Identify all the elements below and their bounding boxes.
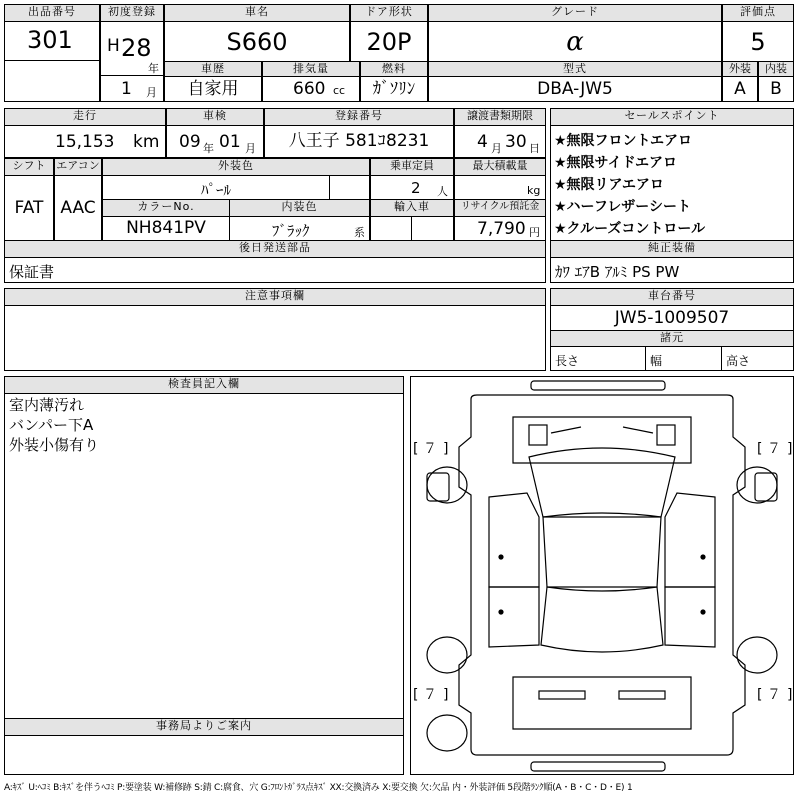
svg-text:[: [ bbox=[757, 687, 763, 703]
chassis-header: 車台番号 bbox=[550, 288, 794, 306]
svg-text:[: [ bbox=[413, 441, 419, 457]
fuel: ｶﾞｿﾘﾝ bbox=[360, 76, 428, 102]
score: 5 bbox=[722, 21, 794, 62]
door-header: ドア形状 bbox=[350, 4, 428, 22]
inspection-cell bbox=[166, 125, 264, 158]
svg-text:[: [ bbox=[757, 441, 763, 457]
int-color: ﾌﾞﾗｯｸ bbox=[272, 222, 310, 240]
sales-point: ★ハーフレザーシート bbox=[554, 199, 692, 215]
seats-cell bbox=[370, 175, 454, 200]
car-name: S660 bbox=[164, 21, 350, 62]
int-color-header: 内装色 bbox=[229, 199, 370, 217]
lot-header: 出品番号 bbox=[4, 4, 100, 22]
transfer-month: 4 bbox=[477, 132, 488, 152]
svg-text:]: ] bbox=[787, 687, 793, 703]
lot-number: 301 bbox=[27, 26, 73, 54]
seats-unit: 人 bbox=[437, 185, 448, 198]
month-unit: 月 bbox=[146, 86, 157, 99]
ac-header: エアコン bbox=[54, 158, 102, 176]
caution-header: 注意事項欄 bbox=[4, 288, 546, 306]
import-cell-b bbox=[411, 216, 454, 241]
svg-text:]: ] bbox=[443, 687, 449, 703]
exterior-grade: A bbox=[722, 76, 758, 102]
transfer-header: 譲渡書類期限 bbox=[454, 108, 546, 126]
sales-point: ★無限フロントエアロ bbox=[554, 133, 692, 149]
inspector-note: 室内薄汚れ bbox=[9, 396, 85, 414]
transfer-day-unit: 日 bbox=[529, 142, 540, 155]
grade: α bbox=[428, 21, 722, 62]
caution-area bbox=[4, 305, 546, 371]
history-header: 車歴 bbox=[164, 61, 262, 77]
plate-header: 登録番号 bbox=[264, 108, 454, 126]
import-header: 輸入車 bbox=[370, 199, 454, 217]
chassis-number: JW5-1009507 bbox=[550, 305, 794, 331]
tire-mark-fr: ７ bbox=[767, 441, 781, 457]
ac: AAC bbox=[54, 175, 102, 241]
seats-header: 乗車定員 bbox=[370, 158, 454, 176]
shift: FAT bbox=[4, 175, 54, 241]
int-color-unit: 系 bbox=[354, 226, 365, 239]
mileage-header: 走行 bbox=[4, 108, 166, 126]
transfer-month-unit: 月 bbox=[491, 142, 502, 155]
later-parts: 保証書 bbox=[9, 263, 55, 281]
year-unit: 年 bbox=[148, 62, 159, 75]
office-area bbox=[4, 735, 404, 775]
dims-height-cell bbox=[721, 346, 794, 371]
exterior-header: 外装 bbox=[722, 61, 758, 77]
later-parts-header: 後日発送部品 bbox=[4, 240, 546, 258]
inspector-area bbox=[4, 393, 404, 719]
model-code: DBA-JW5 bbox=[428, 76, 722, 102]
first-reg-year-cell bbox=[100, 21, 164, 76]
office-header: 事務局よりご案内 bbox=[4, 718, 404, 736]
recycle-cell bbox=[454, 216, 546, 241]
sales-point: ★無限サイドエアロ bbox=[554, 155, 678, 171]
mileage-cell bbox=[4, 125, 166, 158]
sales-points-list bbox=[550, 125, 794, 241]
sales-point: ★無限リアエアロ bbox=[554, 177, 664, 193]
inspector-note: 外装小傷有り bbox=[9, 436, 100, 454]
later-parts-cell bbox=[4, 257, 546, 283]
ext-color-cell bbox=[102, 175, 330, 200]
dims-width: 幅 bbox=[650, 354, 663, 368]
svg-text:]: ] bbox=[443, 441, 449, 457]
displacement-unit: cc bbox=[333, 84, 346, 97]
recycle-unit: 円 bbox=[529, 226, 540, 239]
inspection-header: 車検 bbox=[166, 108, 264, 126]
load-header: 最大積載量 bbox=[454, 158, 546, 176]
transfer-day: 30 bbox=[505, 132, 527, 152]
equipment: ｶﾜ ｴｱB ｱﾙﾐ PS PW bbox=[555, 263, 680, 281]
sales-point: ★クルーズコントロール bbox=[554, 221, 706, 237]
load-cell bbox=[454, 175, 546, 200]
dims-length: 長さ bbox=[555, 354, 580, 368]
equipment-header: 純正装備 bbox=[550, 240, 794, 258]
svg-text:[: [ bbox=[413, 687, 419, 703]
plate-number: 八王子 581ｺ8231 bbox=[264, 125, 454, 158]
interior-header: 内装 bbox=[758, 61, 794, 77]
legend: A:ｷｽﾞ U:ﾍｺﾐ B:ｷｽﾞを伴うﾍｺﾐ P:要塗装 W:補修跡 S:錆 C:腐食、穴 G:ﾌﾛﾝﾄｶﾞﾗｽ点ｷｽﾞ XX:交換済み X:要交換 欠:欠品 内・外装評価 5段階ﾗﾝｸ順(A・B・C・D・E) 1 bbox=[4, 783, 633, 793]
displacement: 660 bbox=[293, 79, 326, 99]
tire-mark-fl: ７ bbox=[423, 441, 437, 457]
ext-color: ﾊﾟｰﾙ bbox=[201, 181, 232, 199]
tire-mark-rl: ７ bbox=[423, 687, 437, 703]
fuel-header: 燃料 bbox=[360, 61, 428, 77]
damage-diagram bbox=[410, 376, 794, 775]
mileage: 15,153 bbox=[55, 132, 115, 152]
inspection-year: 09 bbox=[179, 132, 201, 152]
color-no-header: カラーNo. bbox=[102, 199, 230, 217]
inspection-month-unit: 月 bbox=[245, 142, 256, 155]
recycle-header: リサイクル預託金 bbox=[454, 199, 546, 217]
first-reg-year: 28 bbox=[121, 34, 152, 62]
displacement-header: 排気量 bbox=[262, 61, 360, 77]
lot-cell bbox=[4, 21, 100, 61]
car-diagram bbox=[411, 377, 793, 774]
model-header: 型式 bbox=[428, 61, 722, 77]
sales-points-header: セールスポイント bbox=[550, 108, 794, 126]
interior-grade: B bbox=[758, 76, 794, 102]
lot-blank-cell bbox=[4, 60, 100, 102]
dims-length-cell bbox=[550, 346, 646, 371]
first-reg-month: 1 bbox=[121, 79, 132, 99]
recycle: 7,790 bbox=[477, 219, 526, 239]
ext-color-header: 外装色 bbox=[102, 158, 370, 176]
displacement-cell bbox=[262, 76, 360, 102]
inspection-month: 01 bbox=[219, 132, 241, 152]
tire-mark-rr: ７ bbox=[767, 687, 781, 703]
load-unit: kg bbox=[527, 184, 541, 197]
car-name-header: 車名 bbox=[164, 4, 350, 22]
score-header: 評価点 bbox=[722, 4, 794, 22]
svg-text:]: ] bbox=[787, 441, 793, 457]
dims-width-cell bbox=[645, 346, 722, 371]
door-type: 20P bbox=[350, 21, 428, 62]
int-color-cell bbox=[229, 216, 370, 241]
dims-height: 高さ bbox=[726, 354, 751, 368]
transfer-cell bbox=[454, 125, 546, 158]
history: 自家用 bbox=[164, 76, 262, 102]
mileage-unit: km bbox=[133, 132, 160, 152]
first-reg-month-cell bbox=[100, 75, 164, 102]
inspector-note: バンパー下A bbox=[9, 416, 94, 434]
inspector-header: 検査員記入欄 bbox=[4, 376, 404, 394]
era: H bbox=[107, 36, 120, 56]
inspection-year-unit: 年 bbox=[203, 142, 214, 155]
dims-header: 諸元 bbox=[550, 330, 794, 347]
color-no: NH841PV bbox=[102, 216, 230, 241]
shift-header: シフト bbox=[4, 158, 54, 176]
seats: 2 bbox=[411, 179, 421, 197]
ext-color-extra-cell bbox=[329, 175, 370, 200]
grade-header: グレード bbox=[428, 4, 722, 22]
first-reg-header: 初度登録 bbox=[100, 4, 164, 22]
equipment-cell bbox=[550, 257, 794, 283]
import-cell-a bbox=[370, 216, 412, 241]
